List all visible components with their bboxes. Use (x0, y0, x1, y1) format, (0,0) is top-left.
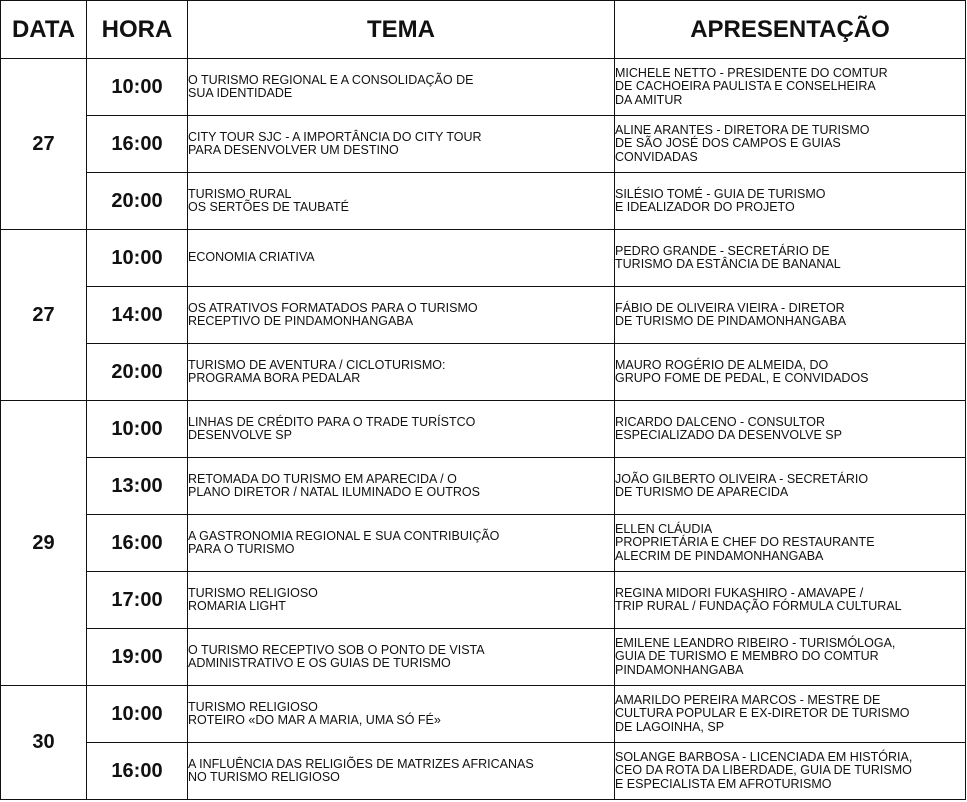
tema-line: SUA IDENTIDADE (188, 86, 293, 100)
table-row (1, 743, 966, 800)
apresentacao-line: CEO DA ROTA DA LIBERDADE, GUIA DE TURISMO (615, 763, 912, 778)
tema-line: OS ATRATIVOS FORMATADOS PARA O TURISMO (188, 300, 478, 315)
tema-line: ECONOMIA CRIATIVA (188, 250, 315, 265)
tema-line: TURISMO RELIGIOSO (188, 585, 318, 600)
apresentacao-cell (615, 743, 966, 800)
tema-cell (188, 116, 615, 173)
tema-line: TURISMO DE AVENTURA / CICLOTURISMO: (188, 357, 446, 372)
apresentacao-cell (615, 173, 966, 230)
table-row (1, 344, 966, 401)
apresentacao-cell (615, 59, 966, 116)
hora-cell: 20:00 (87, 173, 188, 230)
tema-line: PARA O TURISMO (188, 542, 295, 556)
apresentacao-line: DE LAGOINHA, SP (615, 719, 725, 734)
apresentacao-line: MAURO ROGÉRIO DE ALMEIDA, DO (615, 357, 829, 372)
table-row (1, 458, 966, 515)
tema-line: CITY TOUR SJC - A IMPORTÂNCIA DO CITY TOUR (188, 129, 482, 144)
apresentacao-line: GRUPO FOME DE PEDAL, E CONVIDADOS (615, 371, 869, 385)
hora-cell: 17:00 (87, 572, 188, 629)
tema-line: O TURISMO RECEPTIVO SOB O PONTO DE VISTA (188, 642, 485, 657)
tema-line: PARA DESENVOLVER UM DESTINO (188, 143, 399, 157)
table-row (1, 287, 966, 344)
apresentacao-line: DA AMITUR (615, 92, 683, 107)
hora-cell: 14:00 (87, 287, 188, 344)
tema-line: OS SERTÕES DE TAUBATÉ (188, 200, 349, 214)
tema-line: TURISMO RURAL (188, 186, 292, 201)
tema-cell (188, 59, 615, 116)
hora-cell: 10:00 (87, 230, 188, 287)
tema-line: A GASTRONOMIA REGIONAL E SUA CONTRIBUIÇÃO (188, 528, 500, 543)
tema-line: A INFLUÊNCIA DAS RELIGIÕES DE MATRIZES AFRICANAS (188, 756, 534, 771)
tema-line: LINHAS DE CRÉDITO PARA O TRADE TURÍSTCO (188, 414, 476, 429)
tema-line: PROGRAMA BORA PEDALAR (188, 371, 361, 385)
apresentacao-line: PINDAMONHANGABA (615, 662, 744, 677)
tema-line: DESENVOLVE SP (188, 428, 292, 442)
apresentacao-cell (615, 515, 966, 572)
apresentacao-cell (615, 572, 966, 629)
table-row (1, 629, 966, 686)
date-cell: 27 (1, 59, 87, 230)
apresentacao-line: FÁBIO DE OLIVEIRA VIEIRA - DIRETOR (615, 300, 845, 315)
apresentacao-line: SILÉSIO TOMÉ - GUIA DE TURISMO (615, 186, 826, 201)
tema-line: PLANO DIRETOR / NATAL ILUMINADO E OUTROS (188, 485, 480, 499)
table-row (1, 686, 966, 743)
apresentacao-line: DE TURISMO DE PINDAMONHANGABA (615, 314, 847, 328)
apresentacao-cell (615, 401, 966, 458)
tema-cell (188, 572, 615, 629)
apresentacao-line: JOÃO GILBERTO OLIVEIRA - SECRETÁRIO (615, 471, 869, 486)
apresentacao-line: DE TURISMO DE APARECIDA (615, 485, 789, 499)
hora-cell: 10:00 (87, 401, 188, 458)
tema-cell (188, 686, 615, 743)
table-row (1, 173, 966, 230)
hora-cell: 16:00 (87, 743, 188, 800)
apresentacao-cell (615, 629, 966, 686)
hora-cell: 10:00 (87, 686, 188, 743)
apresentacao-line: PROPRIETÁRIA E CHEF DO RESTAURANTE (615, 535, 875, 550)
tema-cell (188, 743, 615, 800)
apresentacao-line: TRIP RURAL / FUNDAÇÃO FÓRMULA CULTURAL (615, 599, 902, 613)
header-hora: HORA (87, 1, 188, 59)
hora-cell: 16:00 (87, 116, 188, 173)
tema-line: ROMARIA LIGHT (188, 599, 286, 613)
tema-line: NO TURISMO RELIGIOSO (188, 770, 340, 784)
apresentacao-line: ALECRIM DE PINDAMONHANGABA (615, 548, 824, 563)
apresentacao-cell (615, 116, 966, 173)
apresentacao-line: GUIA DE TURISMO E MEMBRO DO COMTUR (615, 649, 879, 664)
apresentacao-line: CULTURA POPULAR E EX-DIRETOR DE TURISMO (615, 706, 910, 721)
apresentacao-line: REGINA MIDORI FUKASHIRO - AMAVAPE / (615, 585, 864, 600)
tema-cell (188, 515, 615, 572)
apresentacao-line: EMILENE LEANDRO RIBEIRO - TURISMÓLOGA, (615, 635, 896, 650)
tema-cell (188, 344, 615, 401)
header-data: DATA (1, 1, 87, 59)
apresentacao-cell (615, 344, 966, 401)
apresentacao-line: E ESPECIALISTA EM AFROTURISMO (615, 776, 832, 791)
header-apresentacao: APRESENTAÇÃO (615, 1, 966, 59)
tema-line: RECEPTIVO DE PINDAMONHANGABA (188, 314, 414, 328)
hora-cell: 16:00 (87, 515, 188, 572)
tema-line: TURISMO RELIGIOSO (188, 699, 318, 714)
apresentacao-cell (615, 686, 966, 743)
table-row (1, 116, 966, 173)
hora-cell: 19:00 (87, 629, 188, 686)
hora-cell: 20:00 (87, 344, 188, 401)
apresentacao-line: DE SÃO JOSÉ DOS CAMPOS E GUIAS (615, 136, 841, 151)
hora-cell: 10:00 (87, 59, 188, 116)
table-row (1, 230, 966, 287)
tema-line: O TURISMO REGIONAL E A CONSOLIDAÇÃO DE (188, 72, 474, 87)
tema-cell (188, 629, 615, 686)
tema-line: ADMINISTRATIVO E OS GUIAS DE TURISMO (188, 656, 451, 670)
date-cell: 30 (1, 686, 87, 800)
table-row (1, 59, 966, 116)
tema-cell (188, 173, 615, 230)
apresentacao-line: TURISMO DA ESTÂNCIA DE BANANAL (615, 257, 841, 271)
apresentacao-cell (615, 287, 966, 344)
date-cell: 29 (1, 401, 87, 686)
tema-cell (188, 287, 615, 344)
apresentacao-line: CONVIDADAS (615, 149, 698, 164)
apresentacao-cell (615, 230, 966, 287)
table-row (1, 572, 966, 629)
apresentacao-line: MICHELE NETTO - PRESIDENTE DO COMTUR (615, 65, 888, 80)
apresentacao-line: E IDEALIZADOR DO PROJETO (615, 200, 795, 214)
apresentacao-line: ALINE ARANTES - DIRETORA DE TURISMO (615, 122, 870, 137)
header-row (1, 1, 966, 59)
apresentacao-line: PEDRO GRANDE - SECRETÁRIO DE (615, 243, 830, 258)
table-row (1, 515, 966, 572)
apresentacao-line: ELLEN CLÁUDIA (615, 521, 713, 536)
tema-cell (188, 230, 615, 287)
apresentacao-cell (615, 458, 966, 515)
apresentacao-line: SOLANGE BARBOSA - LICENCIADA EM HISTÓRIA, (615, 749, 913, 764)
tema-cell (188, 458, 615, 515)
hora-cell: 13:00 (87, 458, 188, 515)
apresentacao-line: AMARILDO PEREIRA MARCOS - MESTRE DE (615, 692, 881, 707)
header-tema: TEMA (188, 1, 615, 59)
tema-line: RETOMADA DO TURISMO EM APARECIDA / O (188, 471, 457, 486)
tema-cell (188, 401, 615, 458)
apresentacao-line: ESPECIALIZADO DA DESENVOLVE SP (615, 428, 842, 442)
table-row (1, 401, 966, 458)
apresentacao-line: RICARDO DALCENO - CONSULTOR (615, 414, 825, 429)
apresentacao-line: DE CACHOEIRA PAULISTA E CONSELHEIRA (615, 79, 876, 94)
tema-line: ROTEIRO «DO MAR A MARIA, UMA SÓ FÉ» (188, 713, 441, 727)
date-cell: 27 (1, 230, 87, 401)
schedule-body (1, 59, 966, 800)
